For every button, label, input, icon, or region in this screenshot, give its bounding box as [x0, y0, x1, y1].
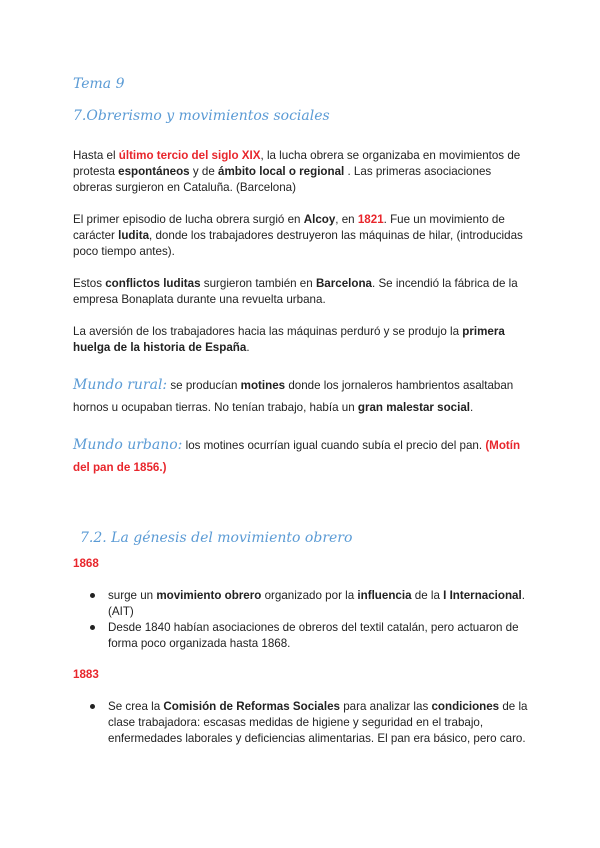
bold-text: Alcoy: [303, 213, 336, 226]
text: . Las primeras asociaciones obreras surgieron en Cataluña. (Barcelona): [73, 165, 492, 194]
bold-text: conflictos luditas: [105, 277, 201, 290]
text: . Fue un movimiento de carácter: [73, 213, 505, 242]
list-item: [88, 588, 528, 620]
text: , la lucha obrera se organizaba en movimientos de protesta: [73, 149, 521, 178]
list-1868: [88, 588, 528, 652]
text: .: [470, 401, 474, 414]
bold-text: I Internacional: [443, 589, 522, 602]
list-item: [88, 699, 528, 747]
bold-text: espontáneos: [118, 165, 190, 178]
text: .: [246, 341, 250, 354]
section-title: 7.2. La génesis del movimiento obrero: [80, 530, 353, 546]
text: El primer episodio de lucha obrera surgió en: [73, 213, 304, 226]
bullet-icon: [90, 704, 95, 709]
list-item: [88, 620, 528, 652]
text: La aversión de los trabajadores hacia las máquinas perduró y se produjo la: [73, 325, 463, 338]
bold-text: motines: [240, 379, 286, 392]
text: de la: [411, 589, 444, 602]
bold-text: primera huelga de la historia de España: [73, 325, 505, 354]
bullet-icon: [90, 625, 95, 630]
paragraph-mundo-urbano: [73, 434, 533, 479]
highlight-text: 1821: [357, 213, 384, 226]
text: , en: [335, 213, 358, 226]
bold-text: condiciones: [431, 700, 500, 713]
text: donde los jornaleros hambrientos asaltaban hornos u ocupaban tierras. No tenían trabajo, había un: [73, 379, 514, 414]
paragraph-mundo-rural: [73, 374, 533, 419]
year-1868: 1868: [73, 557, 99, 570]
tema-heading: Tema 9: [73, 76, 125, 92]
bold-text: Barcelona: [315, 277, 372, 290]
bold-text: ámbito local o regional: [218, 165, 345, 178]
paragraph-alcoy: [73, 212, 533, 260]
text: . Se incendió la fábrica de la empresa Bonaplata durante una revuelta urbana.: [73, 277, 518, 306]
text: organizado por la: [261, 589, 358, 602]
list-1883: [88, 699, 528, 747]
text: . (AIT): [108, 589, 525, 618]
text: surgieron también en: [200, 277, 316, 290]
year-1883: 1883: [73, 668, 99, 681]
text: de la clase trabajadora: escasas medidas de higiene y seguridad en el trabajo, enfermedades laborales y deficiencias alimentarias. El pan era básico, pero caro.: [108, 700, 528, 745]
text: se producían: [167, 379, 241, 392]
mundo-rural-label: Mundo rural:: [73, 377, 168, 393]
text: y de: [189, 165, 218, 178]
mundo-urbano-label: Mundo urbano:: [73, 437, 183, 453]
text: Se crea la: [108, 700, 164, 713]
bold-text: movimiento obrero: [156, 589, 262, 602]
bold-text: influencia: [357, 589, 412, 602]
bold-text: gran malestar social: [357, 401, 471, 414]
bold-text: ludita: [118, 229, 150, 242]
text: Estos: [73, 277, 106, 290]
text: surge un: [108, 589, 157, 602]
bullet-icon: [90, 593, 95, 598]
text: Hasta el: [73, 149, 119, 162]
paragraph-barcelona: [73, 276, 533, 308]
text: los motines ocurrían igual cuando subía el precio del pan.: [182, 439, 486, 452]
text: Desde 1840 habían asociaciones de obreros del textil catalán, pero actuaron de forma poco organizada hasta 1868.: [108, 621, 519, 650]
bold-text: Comisión de Reformas Sociales: [163, 700, 340, 713]
text: para analizar las: [339, 700, 432, 713]
highlight-text: último tercio del siglo XIX: [118, 149, 261, 162]
page-title: 7.Obrerismo y movimientos sociales: [73, 108, 330, 124]
text: , donde los trabajadores destruyeron las máquinas de hilar, (introducidas poco tiempo antes).: [73, 229, 523, 258]
paragraph-huelga: [73, 324, 533, 356]
paragraph-intro: [73, 148, 533, 196]
highlight-text: (Motín del pan de 1856.): [73, 439, 521, 474]
